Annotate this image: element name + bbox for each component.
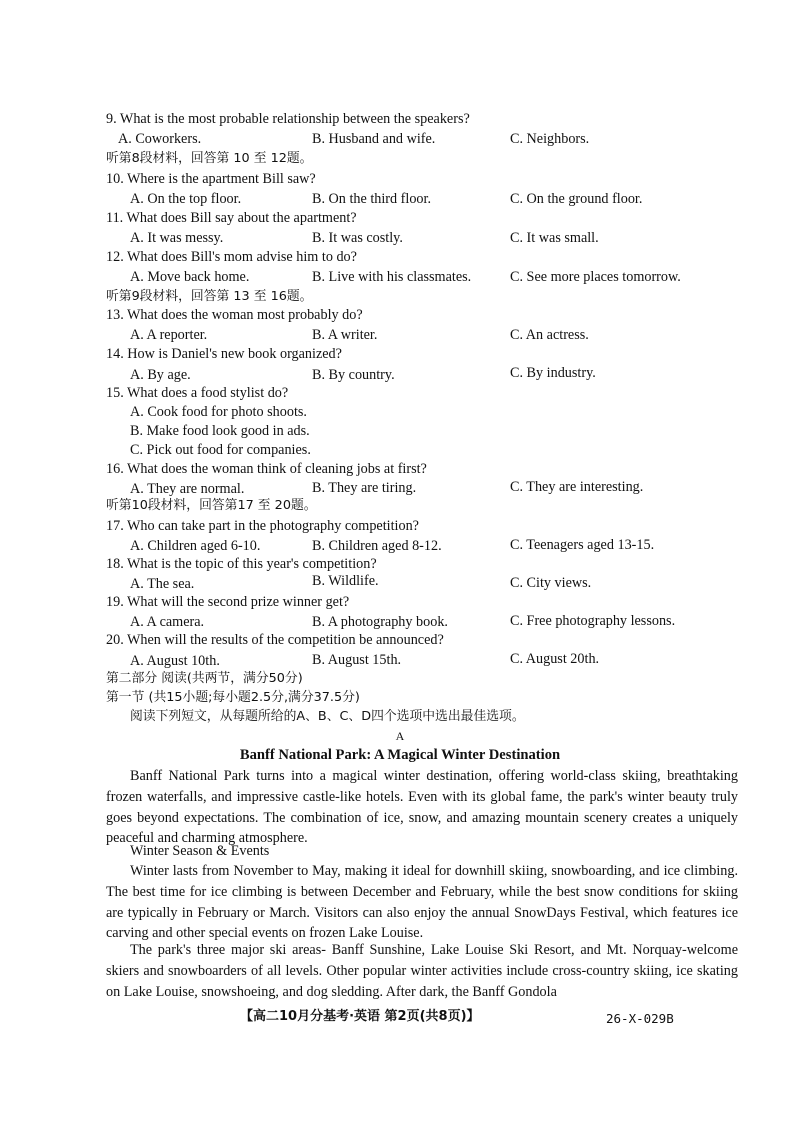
option-a: A. By age. bbox=[130, 367, 191, 383]
option-b: B. Live with his classmates. bbox=[312, 269, 472, 285]
option-c: C. Teenagers aged 13-15. bbox=[510, 537, 655, 553]
paragraph-text: Winter lasts from November to May, making it ideal for downhill skiing, snowboarding, and ice climbing. The best time for ice climbing is between December and February, while the best snow conditions for skiing are typically in February or March. Visitors can also enjoy the annual SnowDays Festival, which features ice carving and other special events on frozen Lake Louise. bbox=[106, 863, 738, 942]
option-a: A. The sea. bbox=[130, 576, 195, 592]
option-b: B. Husband and wife. bbox=[312, 131, 436, 147]
passage-label: A bbox=[395, 729, 405, 743]
option-a: A. August 10th. bbox=[130, 653, 220, 669]
passage-paragraph bbox=[106, 861, 738, 944]
question-stem: 17. Who can take part in the photography competition? bbox=[106, 518, 419, 534]
option-c: C. City views. bbox=[510, 575, 592, 591]
option-b: B. They are tiring. bbox=[312, 480, 417, 496]
question-stem: 9. What is the most probable relationship between the speakers? bbox=[106, 111, 470, 127]
option-b: B. A writer. bbox=[312, 327, 378, 343]
option-b: B. Children aged 8-12. bbox=[312, 538, 442, 554]
question-stem: 12. What does Bill's mom advise him to do? bbox=[106, 249, 357, 265]
option-a: A. They are normal. bbox=[130, 481, 245, 497]
segment-instruction: 听第9段材料，回答第 13 至 16题。 bbox=[106, 289, 313, 304]
option-c: C. An actress. bbox=[510, 327, 589, 343]
part-heading: 第二部分 阅读(共两节，满分50分) bbox=[106, 671, 303, 686]
option-b: B. By country. bbox=[312, 367, 395, 383]
question-stem: 18. What is the topic of this year's competition? bbox=[106, 556, 377, 572]
section-heading: 第一节 (共15小题;每小题2.5分,满分37.5分) bbox=[106, 690, 360, 705]
option-c: C. See more places tomorrow. bbox=[510, 269, 681, 285]
option-b: B. It was costly. bbox=[312, 230, 403, 246]
question-stem: 15. What does a food stylist do? bbox=[106, 385, 289, 401]
segment-instruction: 听第8段材料，回答第 10 至 12题。 bbox=[106, 151, 313, 166]
question-stem: 20. When will the results of the competition be announced? bbox=[106, 632, 444, 648]
option-c: C. On the ground floor. bbox=[510, 191, 643, 207]
option-b: B. August 15th. bbox=[312, 652, 402, 668]
question-stem: 16. What does the woman think of cleaning jobs at first? bbox=[106, 461, 427, 477]
paragraph-text: The park's three major ski areas- Banff Sunshine, Lake Louise Ski Resort, and Mt. Norquay-welcome skiers and snowboarders of all levels. Other popular winter activities include cross-country skiing, ice skating on Lake Louise, snowshoeing, and dog sledding. After dark, the Banff Gondola bbox=[106, 942, 738, 1000]
question-stem: 14. How is Daniel's new book organized? bbox=[106, 346, 342, 362]
option-a: A. Cook food for photo shoots. bbox=[130, 404, 307, 420]
segment-instruction: 听第10段材料，回答第17 至 20题。 bbox=[106, 498, 317, 513]
option-b: B. On the third floor. bbox=[312, 191, 432, 207]
option-c: C. Neighbors. bbox=[510, 131, 590, 147]
question-stem: 19. What will the second prize winner get? bbox=[106, 594, 350, 610]
option-c: C. They are interesting. bbox=[510, 479, 644, 495]
option-a: A. Children aged 6-10. bbox=[130, 538, 261, 554]
option-b: B. Make food look good in ads. bbox=[130, 423, 310, 439]
directions: 阅读下列短文，从每题所给的A、B、C、D四个选项中选出最佳选项。 bbox=[130, 709, 525, 724]
option-a: A. Coworkers. bbox=[118, 131, 202, 147]
option-a: A. Move back home. bbox=[130, 269, 250, 285]
passage-paragraph bbox=[106, 766, 738, 849]
passage-subheading: Winter Season & Events bbox=[130, 843, 270, 859]
passage-title: Banff National Park: A Magical Winter Destination bbox=[239, 747, 561, 763]
option-a: A. On the top floor. bbox=[130, 191, 242, 207]
question-stem: 11. What does Bill say about the apartment? bbox=[106, 210, 357, 226]
option-c: C. Free photography lessons. bbox=[510, 613, 676, 629]
option-c: C. August 20th. bbox=[510, 651, 600, 667]
option-a: A. It was messy. bbox=[130, 230, 224, 246]
paragraph-text: Banff National Park turns into a magical winter destination, offering world-class skiing, breathtaking frozen waterfalls, and impressive castle-like hotels. Even with its global fame, the park's winter beauty truly goes beyond expectations. The combination of ice, snow, and amazing mountain scenery creates a uniquely peaceful and charming atmosphere. bbox=[106, 768, 738, 847]
option-a: A. A camera. bbox=[130, 614, 205, 630]
page-footer-label: 【高二10月分基考·英语 第2页(共8页)】 bbox=[240, 1009, 480, 1024]
question-stem: 10. Where is the apartment Bill saw? bbox=[106, 171, 316, 187]
option-c: C. It was small. bbox=[510, 230, 599, 246]
option-b: B. Wildlife. bbox=[312, 573, 379, 589]
question-stem: 13. What does the woman most probably do? bbox=[106, 307, 363, 323]
option-b: B. A photography book. bbox=[312, 614, 448, 630]
option-a: A. A reporter. bbox=[130, 327, 208, 343]
exam-code: 26-X-029B bbox=[606, 1011, 674, 1026]
option-c: C. By industry. bbox=[510, 365, 596, 381]
option-c: C. Pick out food for companies. bbox=[130, 442, 311, 458]
passage-paragraph bbox=[106, 940, 738, 1002]
